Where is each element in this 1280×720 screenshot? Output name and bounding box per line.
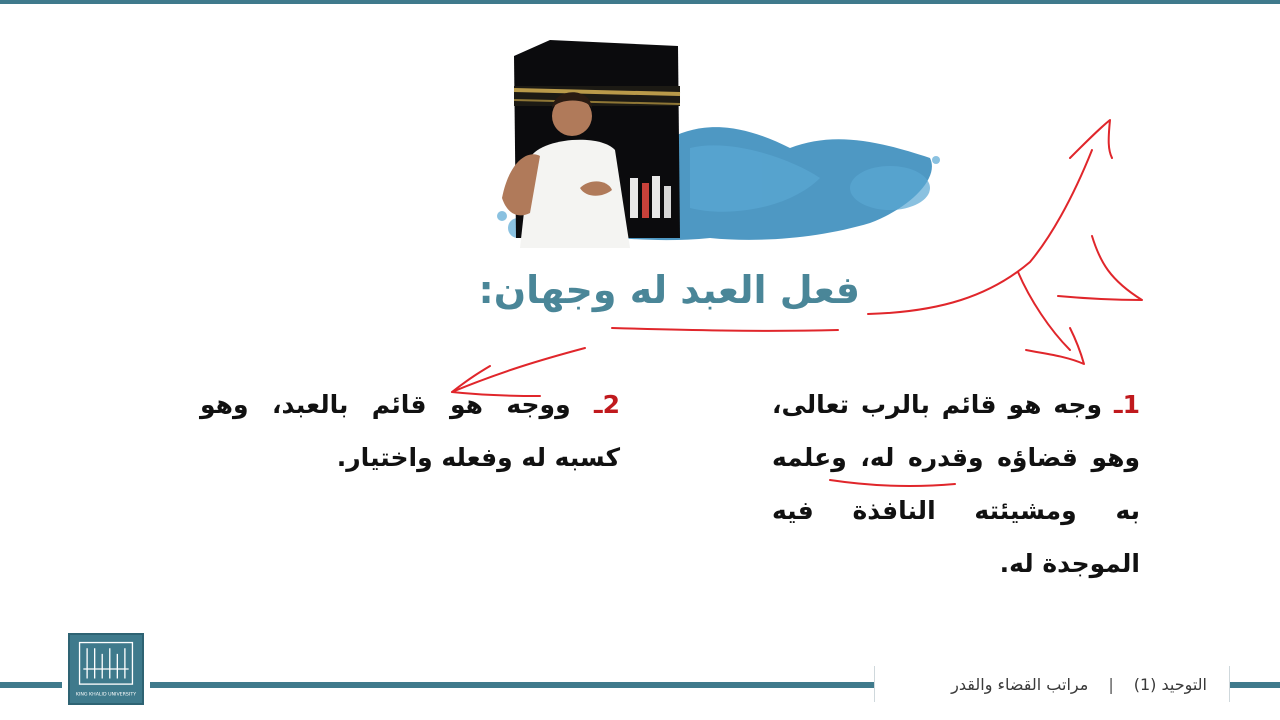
logo-caption: KING KHALID UNIVERSITY — [75, 692, 137, 698]
point-2-number: 2ـ — [594, 390, 620, 419]
arrow-head-down — [1026, 328, 1084, 364]
point-1 — [772, 378, 1140, 590]
university-logo — [68, 633, 144, 705]
point-2 — [200, 378, 620, 484]
arrow-down — [1018, 272, 1070, 350]
footer-course: التوحيد (1) — [1133, 674, 1207, 694]
footer-caption — [874, 666, 1230, 702]
kaaba-pilgrim-image — [490, 38, 950, 253]
point-1-text: وجه هو قائم بالرب تعالى، وهو قضاؤه وقدره له، وعلمه به ومشيئته النافذة فيه الموجدة له. — [772, 390, 1140, 578]
slide-title: فعل العبد له وجهان: — [478, 268, 860, 312]
arrow-head-up — [1070, 120, 1112, 158]
footer-line-left — [0, 682, 62, 688]
footer-line-middle — [150, 682, 874, 688]
footer-separator: | — [1108, 674, 1114, 694]
title-underline — [612, 328, 838, 331]
footer-line-right — [1230, 682, 1280, 688]
footer-topic: مراتب القضاء والقدر — [951, 674, 1089, 694]
point-1-number: 1ـ — [1114, 390, 1140, 419]
arrow-head-right — [1058, 236, 1142, 300]
top-accent-bar — [0, 0, 1280, 4]
point-2-text: ووجه هو قائم بالعبد، وهو كسبه له وفعله واختيار. — [200, 390, 620, 472]
